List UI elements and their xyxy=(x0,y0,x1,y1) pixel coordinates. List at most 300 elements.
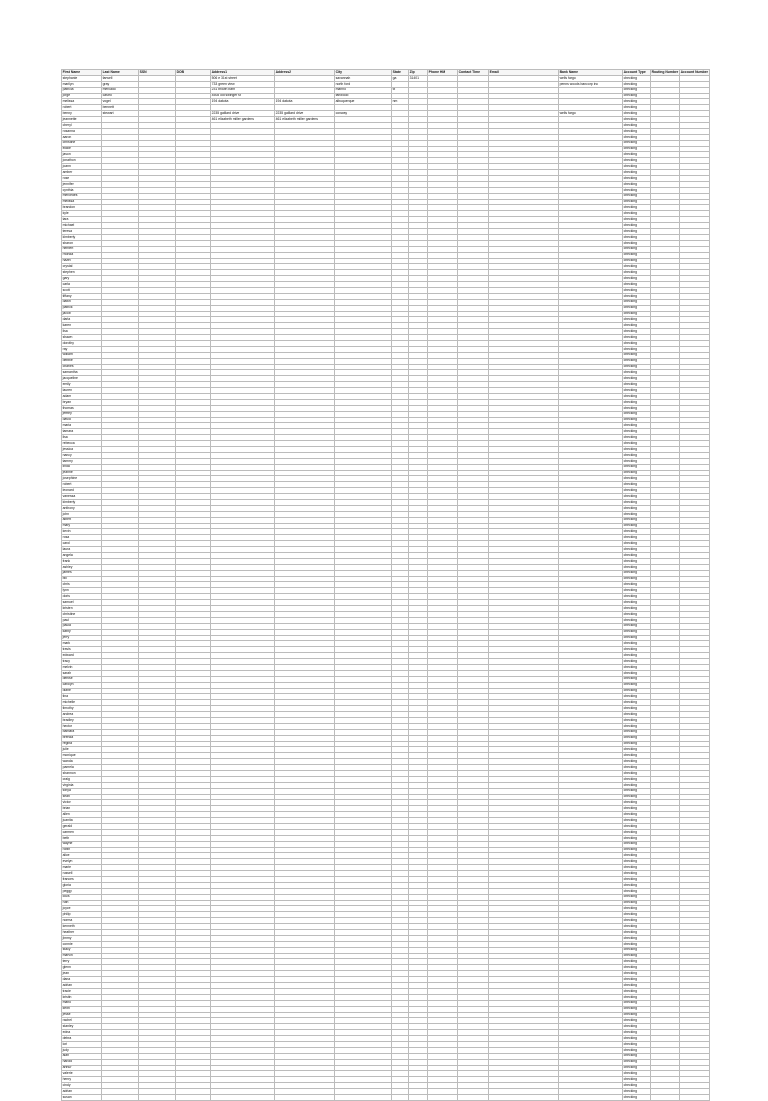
table-cell: arthur xyxy=(62,1065,102,1071)
table-cell: wells fargo xyxy=(559,111,623,117)
table-cell: mercado xyxy=(102,87,139,93)
table-cell: checking xyxy=(623,700,651,706)
table-cell: rachel xyxy=(62,1018,102,1024)
table-cell: benny xyxy=(62,111,102,117)
table-cell: carol xyxy=(62,541,102,547)
table-cell: checking xyxy=(623,1047,651,1053)
table-cell: checking xyxy=(623,1094,651,1100)
table-cell: ga xyxy=(392,75,409,81)
table-cell: jason xyxy=(62,152,102,158)
table-cell: checking xyxy=(623,688,651,694)
table-cell: vanessa xyxy=(62,494,102,500)
table-cell: checking xyxy=(623,317,651,323)
table-cell: rosanna xyxy=(62,128,102,134)
table-cell: checking xyxy=(623,170,651,176)
table-cell: jerry xyxy=(62,635,102,641)
table-cell: david xyxy=(62,417,102,423)
table-cell: checking xyxy=(623,617,651,623)
table-cell: checking xyxy=(623,676,651,682)
table-cell: jesse xyxy=(62,1012,102,1018)
table-cell: eddie xyxy=(62,146,102,152)
table-cell: checking xyxy=(623,535,651,541)
table-cell: julie xyxy=(62,747,102,753)
table-cell: adam xyxy=(62,393,102,399)
table-cell: checking xyxy=(623,1030,651,1036)
table-cell: checking xyxy=(623,335,651,341)
table-cell: checking xyxy=(623,193,651,199)
table-cell: checking xyxy=(623,382,651,388)
table-cell: kimberly xyxy=(62,500,102,506)
table-cell: checking xyxy=(623,370,651,376)
table-cell: timothy xyxy=(62,706,102,712)
column-header: Address2 xyxy=(275,70,335,76)
table-cell: joann xyxy=(62,164,102,170)
table-cell: checking xyxy=(623,152,651,158)
table-cell: russell xyxy=(62,871,102,877)
table-cell: frank xyxy=(62,558,102,564)
table-cell: cindy xyxy=(62,1083,102,1089)
table-cell: checking xyxy=(623,75,651,81)
table-cell: checking xyxy=(623,364,651,370)
table-cell: checking xyxy=(623,264,651,270)
table-cell: teresa xyxy=(62,229,102,235)
table-cell: checking xyxy=(623,971,651,977)
table-cell: checking xyxy=(623,729,651,735)
spreadsheet-table xyxy=(61,69,710,1101)
table-cell: emily xyxy=(62,382,102,388)
table-cell: terry xyxy=(62,959,102,965)
table-cell: checking xyxy=(623,346,651,352)
table-cell: heather xyxy=(62,930,102,936)
table-cell: crystal xyxy=(62,264,102,270)
table-cell: checking xyxy=(623,429,651,435)
table-cell xyxy=(651,1094,680,1100)
table-cell: albert xyxy=(62,517,102,523)
table-cell: tamara xyxy=(62,429,102,435)
table-cell: gary xyxy=(62,276,102,282)
table-cell: 461 elizabeth miller gardens xyxy=(275,117,335,123)
table-cell: checking xyxy=(623,388,651,394)
table-cell: checking xyxy=(623,541,651,547)
table-cell: robert xyxy=(62,105,102,111)
table-cell: marilyn xyxy=(62,81,102,87)
table-cell: checking xyxy=(623,924,651,930)
table-cell: jeanne xyxy=(62,470,102,476)
table-cell: stephanie xyxy=(62,75,102,81)
table-cell: checking xyxy=(623,788,651,794)
table-cell: checking xyxy=(623,164,651,170)
table-cell xyxy=(428,1094,458,1100)
table-cell: glenn xyxy=(62,965,102,971)
table-cell: checking xyxy=(623,146,651,152)
table-cell: checking xyxy=(623,1041,651,1047)
table-cell: checking xyxy=(623,547,651,553)
table-cell: checking xyxy=(623,965,651,971)
table-cell: checking xyxy=(623,947,651,953)
table-cell: henry xyxy=(62,1077,102,1083)
table-cell: herbert xyxy=(62,246,102,252)
table-cell: carmen xyxy=(62,829,102,835)
table-cell: alan xyxy=(62,1053,102,1059)
table-cell: brandon xyxy=(62,205,102,211)
table-cell: checking xyxy=(623,600,651,606)
table-cell: checking xyxy=(623,234,651,240)
table-cell: checking xyxy=(623,217,651,223)
table-cell: brian xyxy=(62,806,102,812)
table-cell: checking xyxy=(623,282,651,288)
table-cell: debra xyxy=(62,1036,102,1042)
table-cell: checking xyxy=(623,918,651,924)
table-cell: samuel xyxy=(62,600,102,606)
table-cell: stephen xyxy=(62,270,102,276)
table-cell xyxy=(458,1094,489,1100)
table-cell: checking xyxy=(623,329,651,335)
table-cell: checking xyxy=(623,470,651,476)
table-cell: melvin xyxy=(62,664,102,670)
table-cell: mark xyxy=(62,641,102,647)
table-cell: checking xyxy=(623,105,651,111)
table-cell: checking xyxy=(623,977,651,983)
table-cell: checking xyxy=(623,558,651,564)
table-cell: checking xyxy=(623,959,651,965)
table-cell: samantha xyxy=(62,370,102,376)
table-cell xyxy=(392,1094,409,1100)
table-cell: bill xyxy=(62,576,102,582)
table-cell: checking xyxy=(623,441,651,447)
table-cell: kimberly xyxy=(62,234,102,240)
column-header: Account Number xyxy=(680,69,708,74)
table-cell: checking xyxy=(623,906,651,912)
table-cell: adrian xyxy=(62,1089,102,1095)
table-cell: scott xyxy=(62,287,102,293)
table-cell xyxy=(489,1094,559,1100)
table-cell: monique xyxy=(62,753,102,759)
table-cell: vogel xyxy=(102,99,139,105)
table-cell: checking xyxy=(623,270,651,276)
table-cell: checking xyxy=(623,305,651,311)
table-cell: travis xyxy=(62,647,102,653)
table-cell: alice xyxy=(62,853,102,859)
table-cell: checking xyxy=(623,482,651,488)
table-cell: checking xyxy=(623,983,651,989)
table-cell: sean xyxy=(62,794,102,800)
table-cell: dorothy xyxy=(62,340,102,346)
table-cell: checking xyxy=(623,829,651,835)
table-cell: dana xyxy=(62,977,102,983)
column-header: First Name xyxy=(62,70,102,76)
table-cell: joyce xyxy=(62,906,102,912)
table-cell: checking xyxy=(623,717,651,723)
table-cell: nancy xyxy=(62,452,102,458)
table-cell: dawn xyxy=(62,299,102,305)
table-cell: checking xyxy=(623,181,651,187)
table-cell: checking xyxy=(623,458,651,464)
table-cell: checking xyxy=(623,765,651,771)
table-cell xyxy=(275,1094,335,1100)
table-cell: checking xyxy=(623,753,651,759)
table-cell: anthony xyxy=(62,505,102,511)
table-cell: jonathon xyxy=(62,158,102,164)
table-cell: rebecca xyxy=(62,441,102,447)
table-cell: wells fargo xyxy=(559,75,623,81)
table-cell: checking xyxy=(623,659,651,665)
table-cell: tonya xyxy=(62,788,102,794)
table-cell: rosa xyxy=(62,535,102,541)
table-cell: gloria xyxy=(62,882,102,888)
table-cell: mercedes xyxy=(62,193,102,199)
table-cell: regina xyxy=(62,741,102,747)
table-cell: checking xyxy=(623,706,651,712)
table-cell: checking xyxy=(623,87,651,93)
column-header: State xyxy=(392,70,409,76)
column-header: Zip xyxy=(409,70,428,76)
table-cell: frances xyxy=(62,877,102,883)
table-cell: checking xyxy=(623,293,651,299)
table-cell: judy xyxy=(62,1047,102,1053)
table-cell: brenda xyxy=(62,735,102,741)
table-cell: gray xyxy=(102,81,139,87)
table-cell: checking xyxy=(623,682,651,688)
table-cell: checking xyxy=(623,653,651,659)
table-cell: craig xyxy=(62,776,102,782)
table-cell: checking xyxy=(623,452,651,458)
table-cell: checking xyxy=(623,323,651,329)
table-cell: checking xyxy=(623,1083,651,1089)
table-cell: marino xyxy=(335,87,392,93)
table-cell: checking xyxy=(623,570,651,576)
table-cell: marie xyxy=(62,865,102,871)
table-cell: juanita xyxy=(62,818,102,824)
table-cell: checking xyxy=(623,1012,651,1018)
table-cell: jennifer xyxy=(62,181,102,187)
table-cell: tara xyxy=(62,217,102,223)
column-header: Email xyxy=(489,70,559,76)
table-cell: tammy xyxy=(62,458,102,464)
table-cell: checking xyxy=(623,894,651,900)
table-cell: checking xyxy=(623,641,651,647)
table-cell: beth xyxy=(62,835,102,841)
table-cell xyxy=(211,1094,275,1100)
table-cell: mario xyxy=(62,1000,102,1006)
table-cell: lori xyxy=(62,1041,102,1047)
table-cell: patrick xyxy=(62,305,102,311)
table-cell: checking xyxy=(623,229,651,235)
table-cell: savannah xyxy=(335,75,392,81)
table-cell: checking xyxy=(623,635,651,641)
table-cell: checking xyxy=(623,211,651,217)
table-cell: checking xyxy=(623,588,651,594)
table-cell: checking xyxy=(623,594,651,600)
table-cell: robert xyxy=(62,482,102,488)
table-cell: michael xyxy=(62,223,102,229)
table-cell: checking xyxy=(623,134,651,140)
table-cell: checking xyxy=(623,865,651,871)
table-cell: gerald xyxy=(62,824,102,830)
table-cell: edna xyxy=(62,1030,102,1036)
table-cell: bennett xyxy=(102,105,139,111)
table-cell: diane xyxy=(62,688,102,694)
table-cell: checking xyxy=(623,664,651,670)
table-cell: cynthia xyxy=(62,187,102,193)
table-cell: checking xyxy=(623,647,651,653)
table-cell xyxy=(559,1094,623,1100)
table-cell: checking xyxy=(623,93,651,99)
table-cell: edward xyxy=(62,653,102,659)
table-cell: hector xyxy=(62,723,102,729)
table-cell: rhonda xyxy=(62,252,102,258)
column-header: Routing Number xyxy=(651,69,679,74)
table-cell: checking xyxy=(623,871,651,877)
table-cell: checking xyxy=(623,423,651,429)
table-cell: checking xyxy=(623,128,651,134)
table-cell: checking xyxy=(623,853,651,859)
table-cell: bryan xyxy=(62,399,102,405)
table-cell: nm xyxy=(392,99,409,105)
table-cell: checking xyxy=(623,529,651,535)
table-cell: checking xyxy=(623,670,651,676)
table-cell: charles xyxy=(62,364,102,370)
table-cell: castro xyxy=(102,93,139,99)
table-cell: checking xyxy=(623,340,651,346)
table-cell: checking xyxy=(623,553,651,559)
table-cell: jimmy xyxy=(62,935,102,941)
table-cell: amber xyxy=(62,170,102,176)
table-cell: checking xyxy=(623,435,651,441)
table-cell: karen xyxy=(62,323,102,329)
table-cell: linda xyxy=(62,464,102,470)
table-cell: aaron xyxy=(62,134,102,140)
table-cell: angela xyxy=(62,553,102,559)
table-cell: john xyxy=(62,511,102,517)
table-cell: checking xyxy=(623,882,651,888)
table-cell: adrian xyxy=(62,983,102,989)
table-cell: checking xyxy=(623,988,651,994)
table-cell: keith xyxy=(62,1006,102,1012)
table-cell: ashley xyxy=(62,564,102,570)
table-cell: jorge xyxy=(62,93,102,99)
table-cell: checking xyxy=(623,187,651,193)
table-cell: checking xyxy=(623,859,651,865)
table-cell: checking xyxy=(623,835,651,841)
table-cell: checking xyxy=(623,464,651,470)
table-cell: checking xyxy=(623,393,651,399)
table-cell: stewart xyxy=(102,111,139,117)
table-cell: kathy xyxy=(62,629,102,635)
table-cell: carla xyxy=(62,282,102,288)
table-cell: checking xyxy=(623,299,651,305)
table-cell: connie xyxy=(62,941,102,947)
table-cell: checking xyxy=(623,140,651,146)
table-cell: checking xyxy=(623,240,651,246)
table-cell xyxy=(409,1094,428,1100)
table-cell: 2235 gaillard drive xyxy=(211,111,275,117)
table-cell xyxy=(335,1094,392,1100)
table-cell: tracie xyxy=(62,988,102,994)
table-cell: 194 dakota xyxy=(211,99,275,105)
table-cell: paul xyxy=(62,617,102,623)
table-cell: checking xyxy=(623,888,651,894)
table-cell: bradley xyxy=(62,717,102,723)
table-cell: checking xyxy=(623,246,651,252)
table-cell: checking xyxy=(623,935,651,941)
table-cell: checking xyxy=(623,111,651,117)
table-cell: thomas xyxy=(62,405,102,411)
table-cell: shannon xyxy=(62,770,102,776)
table-cell: allen xyxy=(62,812,102,818)
table-cell: paula xyxy=(62,623,102,629)
table-cell: jean xyxy=(62,971,102,977)
table-cell: jessica xyxy=(62,447,102,453)
table-cell: 4508 old swinger st xyxy=(211,93,275,99)
table-cell: checking xyxy=(623,1065,651,1071)
table-cell: patricia xyxy=(62,87,102,93)
table-cell: checking xyxy=(623,488,651,494)
table-cell: james xyxy=(62,570,102,576)
table-cell: checking xyxy=(623,1077,651,1083)
table-cell: checking xyxy=(623,311,651,317)
table-cell: checking xyxy=(623,1053,651,1059)
table-cell: checking xyxy=(623,158,651,164)
table-cell: checking xyxy=(623,824,651,830)
table-cell: checking xyxy=(623,794,651,800)
table-cell: checking xyxy=(623,252,651,258)
table-cell: wanda xyxy=(62,759,102,765)
table-cell: checking xyxy=(623,500,651,506)
table-cell xyxy=(680,1094,710,1100)
table-cell: checking xyxy=(623,1024,651,1030)
table-cell xyxy=(102,1094,139,1100)
table-cell: checking xyxy=(623,494,651,500)
table-cell: christine xyxy=(62,611,102,617)
table-cell: kevin xyxy=(62,529,102,535)
table-cell: checking xyxy=(623,877,651,883)
table-cell: 506 e 31st street xyxy=(211,75,275,81)
table-cell: kenneth xyxy=(62,924,102,930)
table-row xyxy=(62,1094,710,1100)
table-cell: checking xyxy=(623,376,651,382)
table-cell: checking xyxy=(623,476,651,482)
table-cell: conway xyxy=(335,111,392,117)
table-cell: pamela xyxy=(62,765,102,771)
table-cell: checking xyxy=(623,1071,651,1077)
table-cell: tx xyxy=(392,87,409,93)
table-cell: checking xyxy=(623,847,651,853)
column-header: Phone HM xyxy=(428,70,458,76)
table-cell: checking xyxy=(623,1036,651,1042)
table-cell: mary xyxy=(62,523,102,529)
table-cell: checking xyxy=(623,770,651,776)
table-cell: marvin xyxy=(62,953,102,959)
table-cell: checking xyxy=(623,812,651,818)
table-cell: norma xyxy=(62,918,102,924)
table-cell: checking xyxy=(623,223,651,229)
table-cell: checking xyxy=(623,523,651,529)
table-cell: denise xyxy=(62,676,102,682)
table-cell: leonard xyxy=(62,488,102,494)
table-cell: lisa xyxy=(62,435,102,441)
table-cell: checking xyxy=(623,1006,651,1012)
table-cell: harold xyxy=(62,1059,102,1065)
table-cell: checking xyxy=(623,712,651,718)
table-cell: farwell xyxy=(102,75,139,81)
table-cell: penns woods bancorp inc xyxy=(559,81,623,87)
table-cell: laura xyxy=(62,547,102,553)
table-cell: checking xyxy=(623,405,651,411)
table-cell: melissa xyxy=(62,99,102,105)
table-cell: checking xyxy=(623,505,651,511)
table-cell: checking xyxy=(623,741,651,747)
table-cell: jeannette xyxy=(62,117,102,123)
